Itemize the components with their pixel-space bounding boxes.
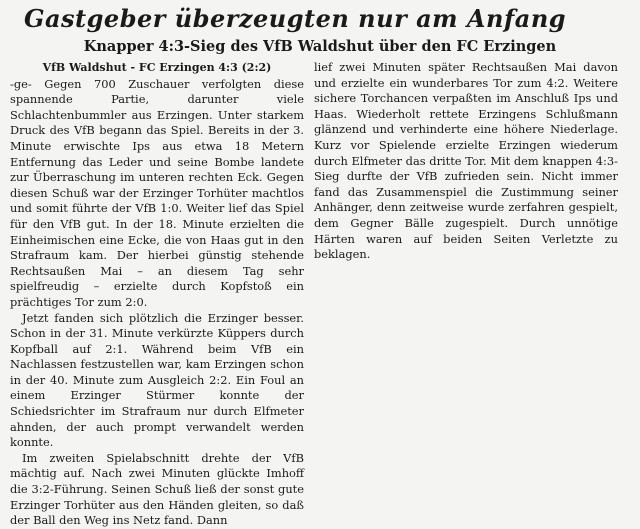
headline: Gastgeber überzeugten nur am Anfang — [24, 4, 567, 33]
column-left — [10, 60, 304, 529]
subheadline: Knapper 4:3-Sieg des VfB Waldshut über den FC Erzingen — [83, 38, 557, 55]
match-result-line: VfB Waldshut - FC Erzingen 4:3 (2:2) — [42, 61, 272, 74]
paragraph: -ge- Gegen 700 Zuschauer verfolgten diese spannende Partie, darunter viele Schlachtenbummler aus Erzingen. Unter starkem Druck des VfB begann das Spiel. Bereits in der 3. Minute erwischte Ips aus etwa 18 Metern Entfernung das Leder und seine Bombe landete zur Überraschung im unteren rechten Eck. Gegen diesen Schuß war der Erzinger Torhüter machtlos und somit führte der VfB 1:0. Weiter lief das Spiel für den VfB gut. In der 18. Minute erzielten die Einheimischen eine Ecke, die von Haas gut in den Strafraum kam. Der hierbei günstig stehende Rechtsaußen Mai – an diesem Tag sehr spielfreudig – erzielte durch Kopfstoß ein prächtiges Tor zum 2:0. — [10, 76, 304, 309]
article-columns — [10, 60, 630, 529]
paragraph: Im zweiten Spielabschnitt drehte der VfB mächtig auf. Nach zwei Minuten glückte Imhoff die 3:2-Führung. Seinen Schuß ließ der sonst gute Erzinger Torhüter aus den Händen gleiten, so daß der Ball den Weg ins Netz fand. Dann — [10, 450, 304, 528]
column-right — [314, 60, 618, 529]
paragraph: lief zwei Minuten später Rechtsaußen Mai davon und erzielte ein wunderbares Tor zum 4:2. Weitere sichere Torchancen verpaßten im Anschluß Ips und Haas. Wiederholt rettete Erzingens Schlußmann glänzend und verhinderte eine höhere Niederlage. Kurz vor Spielende erzielte Erzingen wiederum durch Elfmeter das dritte Tor. Mit dem knappen 4:3-Sieg durfte der VfB zufrieden sein. Nicht immer fand das Zusammenspiel die Zustimmung seiner Anhänger, denn zeitweise wurde zerfahren gespielt, dem Gegner Bälle zugespielt. Durch unnötige Härten waren auf beiden Seiten Verletzte zu beklagen. — [314, 60, 618, 262]
paragraph: Jetzt fanden sich plötzlich die Erzinger besser. Schon in der 31. Minute verkürzte Küppers durch Kopfball auf 2:1. Während beim VfB ein Nachlassen festzustellen war, kam Erzingen schon in der 40. Minute zum Ausgleich 2:2. Ein Foul an einem Erzinger Stürmer konnte der Schiedsrichter im Strafraum nur durch Elfmeter ahnden, der auch prompt verwandelt werden konnte. — [10, 310, 304, 450]
